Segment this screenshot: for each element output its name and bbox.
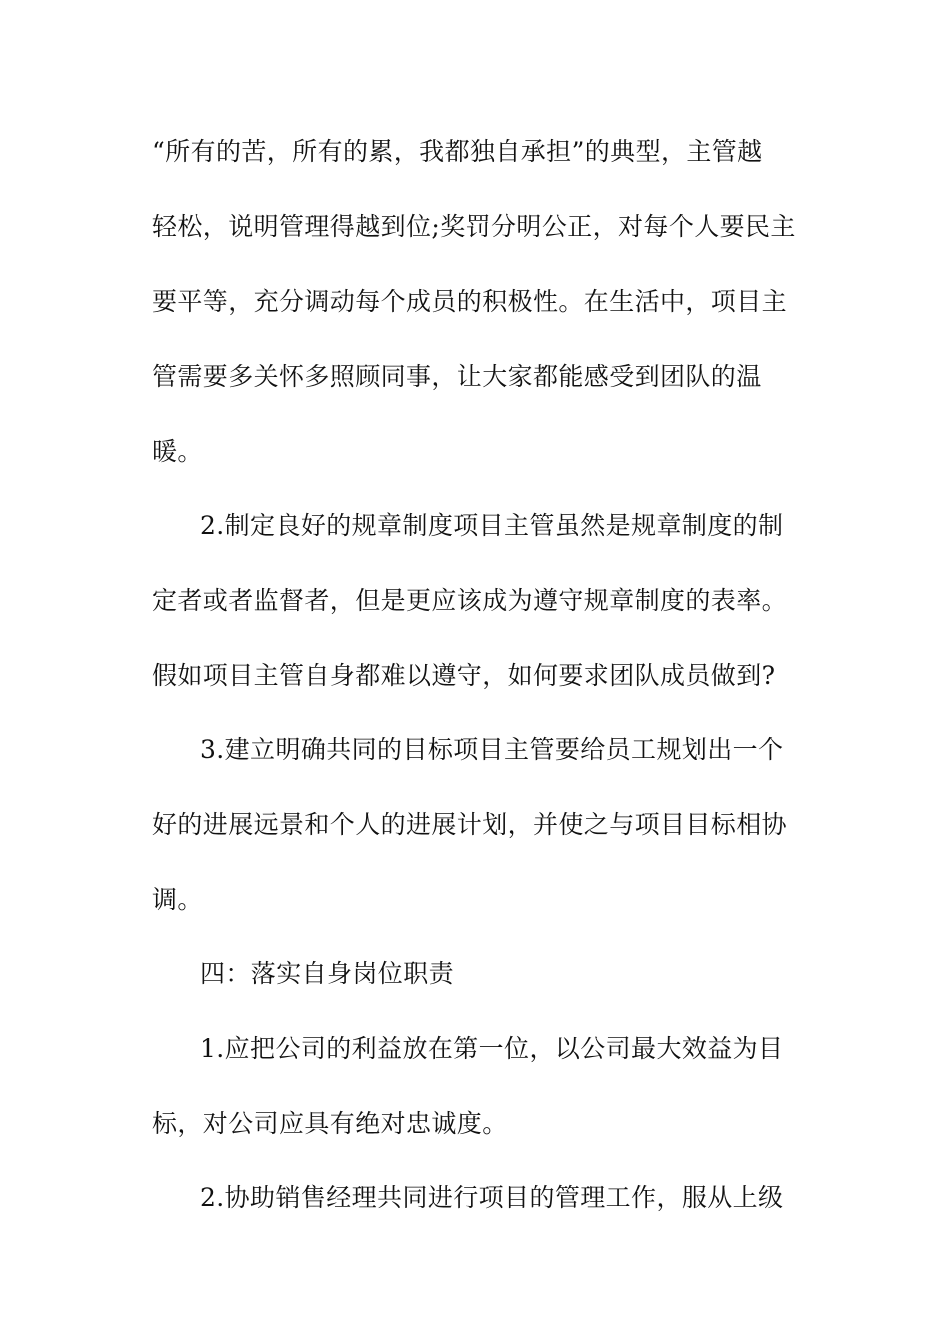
- paragraph-line: 3.建立明确共同的目标项目主管要给员工规划出一个: [200, 735, 784, 764]
- paragraph-line: 要平等，充分调动每个成员的积极性。在生活中，项目主: [152, 287, 788, 316]
- paragraph-line: 2.制定良好的规章制度项目主管虽然是规章制度的制: [200, 511, 784, 540]
- paragraph-line: 标，对公司应具有绝对忠诚度。: [152, 1109, 508, 1138]
- paragraph-line: 2.协助销售经理共同进行项目的管理工作，服从上级: [200, 1183, 784, 1212]
- paragraph-line: 调。: [152, 885, 203, 914]
- paragraph-line: 1.应把公司的利益放在第一位，以公司最大效益为目: [200, 1034, 784, 1063]
- paragraph-line: “所有的苦，所有的累，我都独自承担”的典型，主管越: [152, 137, 763, 166]
- section-heading: 四：落实自身岗位职责: [200, 959, 455, 988]
- paragraph-line: 暖。: [152, 437, 203, 466]
- paragraph-line: 定者或者监督者，但是更应该成为遵守规章制度的表率。: [152, 586, 788, 615]
- paragraph-line: 假如项目主管自身都难以遵守，如何要求团队成员做到?: [152, 661, 776, 690]
- paragraph-line: 管需要多关怀多照顾同事，让大家都能感受到团队的温: [152, 362, 762, 391]
- paragraph-line: 轻松，说明管理得越到位;奖罚分明公正，对每个人要民主: [152, 212, 796, 241]
- paragraph-line: 好的进展远景和个人的进展计划，并使之与项目目标相协: [152, 810, 788, 839]
